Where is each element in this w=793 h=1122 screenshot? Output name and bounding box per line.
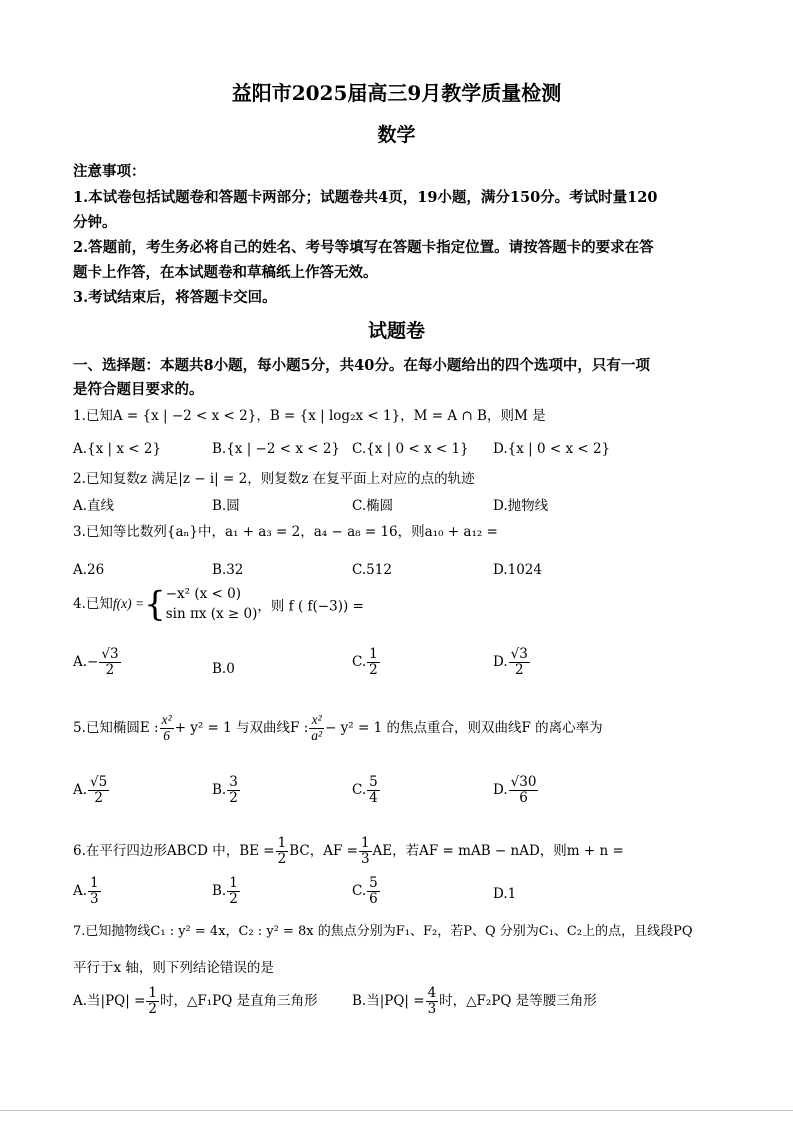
question-3-option-b: B.32: [212, 562, 244, 578]
question-6-text-1: 6.在平行四边形ABCD 中，BE =: [73, 842, 275, 859]
question-6-text-2: BC，AF =: [289, 842, 358, 859]
question-6-option-a: [73, 876, 102, 907]
fraction: [367, 775, 380, 806]
question-2-stem: 2.已知复数z 满足|z − i| = 2，则复数z 在复平面上对应的点的轨迹: [73, 471, 475, 487]
fraction-denominator: 6: [369, 890, 378, 907]
fraction-numerator: x²: [161, 712, 172, 727]
question-1-option-a: A.{x | x < 2}: [73, 441, 162, 457]
question-1-option-c: C.{x | 0 < x < 1}: [352, 441, 469, 457]
question-2-option-d: D.抛物线: [493, 498, 549, 514]
question-3-option-a: A.26: [73, 562, 105, 578]
section-title: 试题卷: [367, 320, 425, 342]
notice-item-2: 2.答题前，考生务必将自己的姓名、考号等填写在答题卡指定位置。请按答题卡的要求在答: [73, 239, 654, 256]
fraction: [309, 713, 324, 744]
piecewise-cases: [166, 584, 258, 625]
minus-sign: −: [87, 653, 99, 670]
question-3-option-c: C.512: [352, 562, 392, 578]
question-5-stem: [73, 713, 603, 744]
fraction-denominator: a²: [311, 727, 323, 743]
question-3-stem: 3.已知等比数列{aₙ}中，a₁ + a₃ = 2，a₄ − a₈ = 16，则a₁₀ + a₁₂ =: [73, 524, 498, 540]
fraction-denominator: 2: [105, 661, 115, 678]
question-3-option-d: D.1024: [493, 562, 542, 578]
question-5-text-2: + y² = 1 与双曲线F :: [174, 719, 309, 736]
fraction: [509, 775, 539, 806]
fraction: [88, 775, 109, 806]
option-label: D.: [493, 781, 508, 798]
fraction-numerator: 1: [360, 835, 370, 851]
fraction-denominator: 6: [163, 727, 170, 743]
fraction-denominator: 2: [229, 789, 238, 806]
notice-item-1-cont: 分钟。: [73, 214, 117, 231]
option-label: A.: [73, 781, 88, 798]
fraction-numerator: 5: [369, 774, 378, 790]
question-6-text-3: AE，若AF = mAB − nAD，则m + n =: [372, 842, 624, 859]
question-1-option-b: B.{x | −2 < x < 2}: [212, 441, 341, 457]
option-a-text-2: 时，△F₁PQ 是直角三角形: [160, 992, 318, 1009]
option-label: C.: [352, 653, 367, 670]
question-2-option-a: A.直线: [73, 498, 115, 514]
fraction-denominator: 2: [94, 789, 103, 806]
fraction: [367, 647, 380, 678]
piecewise-brace: {: [144, 584, 166, 625]
question-7-option-a: [73, 986, 318, 1017]
question-5-option-b: [212, 775, 241, 806]
section-intro-cont: 是符合题目要求的。: [73, 381, 204, 398]
fraction-numerator: √3: [101, 646, 119, 662]
question-7-stem: 7.已知抛物线C₁ : y² = 4x，C₂ : y² = 8x 的焦点分别为F₁、F₂，若P、Q 分别为C₁、C₂上的点，且线段PQ: [73, 924, 693, 939]
fraction-numerator: 4: [427, 985, 437, 1001]
fraction: [146, 986, 159, 1017]
fraction-numerator: x²: [309, 713, 324, 729]
question-6-option-c: [352, 876, 381, 907]
fraction-numerator: 3: [229, 774, 238, 790]
notice-item-3: 3.考试结束后，将答题卡交回。: [73, 289, 277, 306]
question-5-option-d: [493, 775, 539, 806]
question-5-option-c: [352, 775, 381, 806]
question-1-stem: 1.已知A = {x | −2 < x < 2}，B = {x | log₂x < 1}，M = A ∩ B，则M 是: [73, 408, 546, 424]
notice-item-1: 1.本试卷包括试题卷和答题卡两部分；试题卷共4页，19小题，满分150分。考试时量120: [73, 189, 658, 206]
fraction-numerator: 1: [229, 875, 238, 891]
question-6-stem: [73, 836, 624, 867]
question-2-option-c: C.椭圆: [352, 498, 394, 514]
question-4-stem: [73, 584, 364, 625]
fraction-denominator: 6: [519, 789, 528, 806]
fraction: [426, 986, 439, 1017]
fraction-denominator: 4: [369, 789, 378, 806]
subject-title: 数学: [377, 124, 416, 146]
question-4-suffix: ，则 f ( f(−3)) =: [257, 598, 364, 615]
page-bottom-divider: [0, 1110, 793, 1111]
fraction-numerator: √5: [90, 774, 108, 790]
question-6-option-b: [212, 876, 241, 907]
option-label: C.: [352, 781, 367, 798]
fraction-denominator: 3: [90, 890, 99, 907]
option-a-text-1: A.当|PQ| =: [73, 992, 146, 1009]
question-5-text-3: − y² = 1 的焦点重合，则双曲线F 的离心率为: [325, 719, 603, 736]
fraction: [160, 713, 174, 744]
question-4-option-a: [73, 647, 122, 678]
option-b-text-1: B.当|PQ| =: [352, 992, 425, 1009]
fraction-denominator: 2: [148, 1000, 157, 1017]
fraction: [367, 876, 380, 907]
fraction-denominator: 2: [229, 890, 238, 907]
question-4-option-b: B.0: [212, 661, 235, 677]
question-7-option-b: [352, 986, 597, 1017]
piecewise-case-1: −x² (x < 0): [165, 586, 242, 602]
fraction-numerator: √3: [510, 646, 528, 662]
question-4-function: f(x) =: [112, 595, 145, 611]
fraction-numerator: 1: [148, 985, 157, 1001]
question-2-option-b: B.圆: [212, 498, 240, 514]
question-5-text-1: 5.已知椭圆E :: [73, 719, 159, 736]
option-label: C.: [352, 882, 367, 899]
question-6-option-d: D.1: [493, 886, 517, 902]
question-1-option-d: D.{x | 0 < x < 2}: [493, 441, 611, 457]
question-4-option-c: [352, 647, 381, 678]
question-4-prefix: 4.已知: [73, 595, 113, 612]
notice-heading: 注意事项：: [73, 163, 146, 180]
fraction: [276, 836, 289, 867]
fraction: [99, 647, 120, 678]
fraction: [509, 647, 530, 678]
fraction-numerator: 5: [369, 875, 378, 891]
fraction-numerator: 1: [277, 835, 287, 851]
fraction-denominator: 2: [369, 661, 378, 678]
fraction-numerator: 1: [369, 646, 378, 662]
option-label: A.: [73, 653, 88, 670]
fraction-denominator: 3: [427, 1000, 437, 1017]
exam-title: 益阳市2025届高三9月教学质量检测: [231, 81, 562, 105]
piecewise-case-2: sin πx (x ≥ 0): [165, 606, 258, 623]
fraction-denominator: 3: [360, 850, 370, 867]
fraction-denominator: 2: [514, 661, 524, 678]
fraction-denominator: 2: [277, 850, 287, 867]
question-4-option-d: [493, 647, 531, 678]
option-label: B.: [212, 781, 227, 798]
question-7-stem-cont: 平行于x 轴，则下列结论错误的是: [73, 960, 274, 976]
fraction: [227, 876, 240, 907]
fraction: [88, 876, 101, 907]
option-label: A.: [73, 882, 88, 899]
option-label: B.: [212, 882, 227, 899]
question-5-option-a: [73, 775, 110, 806]
option-label: D.: [493, 653, 508, 670]
fraction-numerator: 1: [90, 875, 99, 891]
fraction-numerator: √30: [510, 774, 537, 790]
fraction: [227, 775, 240, 806]
option-b-text-2: 时，△F₂PQ 是等腰三角形: [439, 992, 597, 1009]
notice-item-2-cont: 题卡上作答，在本试题卷和草稿纸上作答无效。: [73, 264, 378, 281]
fraction: [359, 836, 372, 867]
section-intro: 一、选择题：本题共8小题，每小题5分，共40分。在每小题给出的四个选项中，只有一项: [73, 357, 650, 374]
